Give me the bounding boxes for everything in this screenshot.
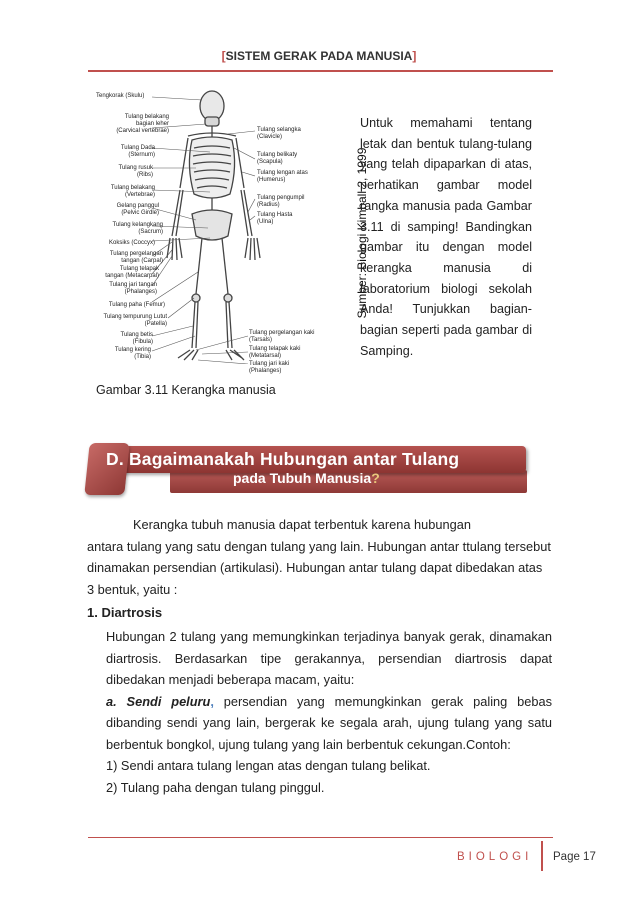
banner-line1: D. Bagaimanakah Hubungan antar Tulang [106,449,460,469]
label-phalanges-hand: Tulang jari tangan (Phalanges) [109,282,157,295]
label-patella: Tulang tempurung Lutut (Patella) [103,314,167,327]
label-coccyx: Koksiks (Coccyx) [108,240,155,246]
footer-rule [88,837,553,838]
intro-rest: antara tulang yang satu dengan tulang yang lain. Hubungan antar ttulang tersebut dinamakan persendian (artikulasi). Hubungan antar tulang dapat dibedakan atas 3 bentuk, yaitu : [87,538,551,597]
header-title: SISTEM GERAK PADA MANUSIA [225,49,413,63]
page-header: [SISTEM GERAK PADA MANUSIA] [221,49,417,63]
label-ulna: Tulang Hasta (Ulna) [257,212,293,225]
label-humerus: Tulang lengan atas (Humerus) [257,170,308,183]
figure-source: Sumber: Biologi Kimball 2, 1999 [355,147,369,319]
figure-caption: Gambar 3.11 Kerangka manusia [96,383,276,397]
intro-paragraph [87,514,552,600]
diartrosis-text: Hubungan 2 tulang yang memungkinkan terjadinya banyak gerak, dinamakan diartrosis. Berdasarkan tipe gerakannya, persendian diartrosis dapat dibedakan menjadi beberapa macam, yaitu: [106,629,552,687]
label-clavicle: Tulang selangka (Clavicle) [257,127,301,140]
banner-qmark: ? [371,470,380,486]
sendi-peluru-text: persendian yang memungkinkan gerak paling bebas dibanding sendi yang lain, bergerak ke segala arah, ujung tulang yang satu berbentuk bongkol, ujung tulang yang lain berbentuk cekungan.Contoh: [106,693,552,752]
sendi-peluru-paragraph: a. Sendi peluru, persendian yang memungkinkan gerak paling bebas dibanding sendi yang lain, bergerak ke segala arah, ujung tulang yang satu berbentuk bongkol, ujung tulang yang lain berbentuk cekungan.Contoh: [106,693,552,752]
label-ribs: Tulang rusuk (Ribs) [118,165,153,178]
page-number: Page 17 [553,851,596,863]
label-femur: Tulang paha (Femur) [108,302,165,308]
label-cervical: Tulang belakang bagian leher (Carvical vertebrae) [116,114,169,134]
label-fibula: Tulang betis (Fibula) [120,332,153,345]
label-pelvic-girdle: Gelang panggul (Pelvic Girdle) [116,203,159,216]
label-radius: Tulang pengumpil (Radius) [257,195,305,208]
example-item: 2) Tulang paha dengan tulang pinggul. [106,779,325,795]
label-tarsals: Tulang pergelangan kaki (Tarsals) [249,330,315,343]
label-carpal: Tulang pergelangan tangan (Carpal) [109,251,163,264]
footer-separator [541,841,543,871]
header-rule [88,70,553,72]
example-item: 1) Sendi antara tulang lengan atas dengan tulang belikat. [106,758,431,773]
intro-first-line: Kerangka tubuh manusia dapat terbentuk karena hubungan [133,517,471,532]
label-sternum: Tulang Dada (Sternum) [120,145,155,158]
footer-subject: BIOLOGI [457,851,533,863]
label-metacarpal: Tulang telapak tangan (Metacarpal) [105,266,159,279]
sendi-peluru-title: a. Sendi peluru [106,693,211,709]
side-paragraph: Untuk memahami tentang letak dan bentuk tulang-tulang yang telah dipaparkan di atas, perhatikan gambar model rangka manusia pada Gambar 3.11 di samping! Bandingkan gambar itu dengan model kerangka manusia di laboratorium biologi sekolah Anda! Tunjukkan bagian-bagian seperti pada gambar di Samping. [360,116,532,358]
label-scapula: Tulang belikaty (Scapula) [257,152,298,165]
section-heading-diartrosis: 1. Diartrosis [87,605,163,620]
label-vertebrae: Tulang belakang (Vertebrae) [110,185,155,198]
label-sacrum: Tulang kelangkang (Sacrum) [112,222,163,235]
label-tibia: Tulang kering (Tibia) [114,347,151,360]
label-metatarsal: Tulang telapak kaki (Metatarsal) [249,346,301,359]
section-body [106,626,552,798]
label-phalanges-foot: Tulang jari kaki (Phalanges) [249,361,290,374]
banner-line2: pada Tubuh Manusia? [233,470,380,486]
label-skull: Tengkorak (Skulu) [96,93,145,99]
